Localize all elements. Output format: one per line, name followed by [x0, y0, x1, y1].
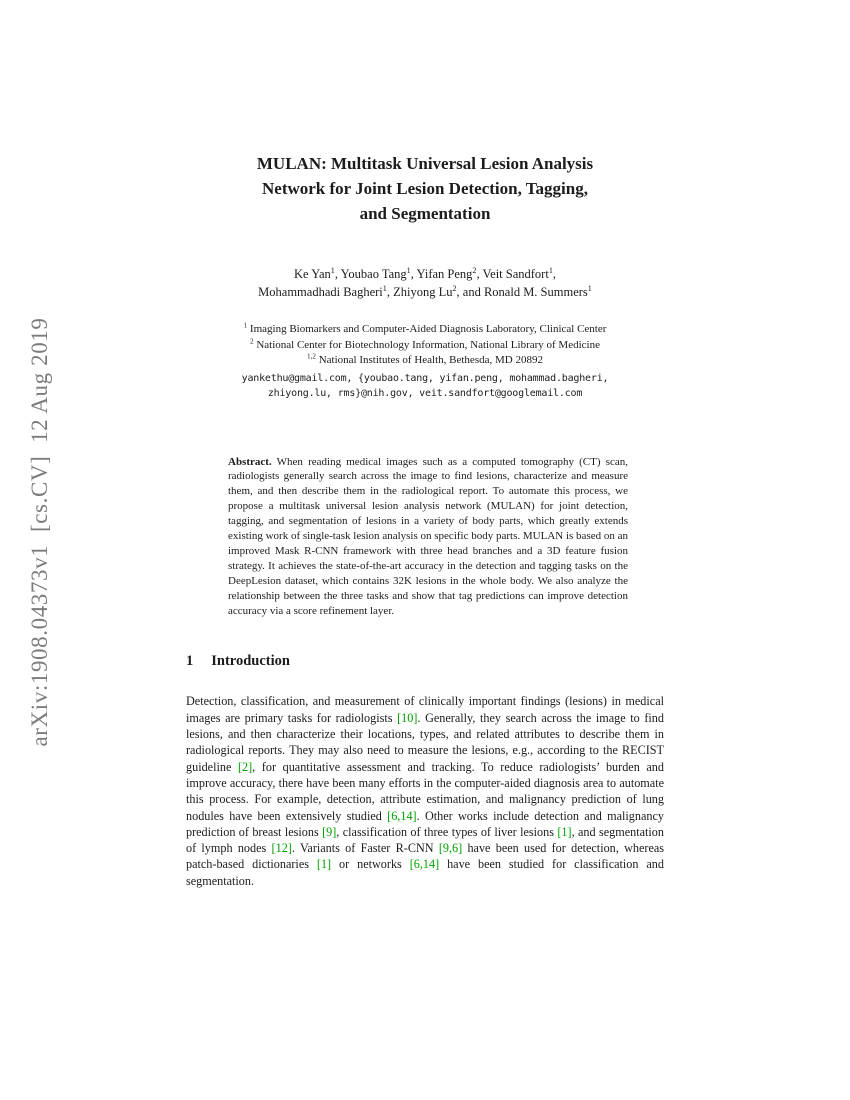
- abstract-label: Abstract.: [228, 455, 272, 468]
- citation-link[interactable]: [1]: [316, 857, 332, 872]
- section-title: Introduction: [211, 653, 290, 670]
- abstract-block: [228, 455, 628, 619]
- citation-link[interactable]: [6,14]: [387, 808, 417, 823]
- citation-link[interactable]: [2]: [237, 759, 253, 774]
- affiliation-list: $^1$ Imaging Biomarkers and Computer-Aided Diagnosis Laboratory, Clinical Center $^2$ National Center for Biotechnology Information, National Library of Medicine $^{1,2}$ National Institutes of Health, Bethesda, MD 20892: [243, 321, 607, 366]
- section-number: 1: [186, 653, 194, 670]
- citation-link[interactable]: [12]: [271, 841, 292, 856]
- author-list: Ke Yan$^1$, Youbao Tang$^1$, Yifan Peng$^2$, Veit Sandfort$^1$, Mohammadhadi Bagheri$^1$, Zhiyong Lu$^2$, and Ronald M. Summers$^1$: [258, 265, 592, 299]
- citation-link[interactable]: [6,14]: [409, 857, 440, 872]
- abstract-text: When reading medical images such as a computed tomography (CT) scan, radiologists generally search across the image to find lesions, characterize and measure them, and then describe them in the radiological report. To automate this process, we propose a multitask universal lesion analysis network (MULAN) for joint detection, tagging, and segmentation of lesions in a variety of body parts, which greatly extends existing work of single-task lesion analysis on specific body parts. MULAN is based on an improved Mask R-CNN framework with three head branches and a 3D feature fusion strategy. It achieves the state-of-the-art accuracy in the detection and tagging tasks on the DeepLesion dataset, which contains 32K lesions in the whole body. We also analyze the relationship between the three tasks and show that tag predictions can improve detection accuracy via a score refinement layer.: [228, 455, 628, 617]
- paper-content-column: [186, 0, 664, 889]
- paper-title: [186, 151, 664, 226]
- section-heading-introduction: [186, 653, 664, 670]
- email-block: [186, 371, 664, 401]
- citation-link[interactable]: [10]: [397, 710, 418, 725]
- citation-link[interactable]: [9,6]: [438, 841, 463, 856]
- citation-link[interactable]: [9]: [322, 824, 337, 839]
- paper-title-line-3: and Segmentation: [359, 204, 491, 223]
- arxiv-watermark: arXiv:1908.04373v1 [cs.CV] 12 Aug 2019: [27, 317, 52, 747]
- paper-title-line-1: MULAN: Multitask Universal Lesion Analysis: [256, 154, 594, 173]
- paper-title-line-2: Network for Joint Lesion Detection, Tagging,: [262, 179, 588, 198]
- introduction-paragraph: Detection, classification, and measurement of clinically important findings (lesions) in medical images are primary tasks for radiologists [10]. Generally, they search across the image to find lesions, and then characterize their locations, types, and related attributes to describe them in radiological reports. They may also need to measure the lesions, e.g., according to the RECIST guideline [2], for quantitative assessment and tracking. To reduce radiologists’ burden and improve accuracy, there have been many efforts in the computer-aided diagnosis area to automate this process. For example, detection, attribute estimation, and malignancy prediction of lung nodules have been extensively studied [6,14]. Other works include detection and malignancy prediction of breast lesions [9], classification of three types of liver lesions [1], and segmentation of lymph nodes [12]. Variants of Faster R-CNN [9,6] have been used for detection, whereas patch-based dictionaries [1] or networks [6,14] have been studied for classification and segmentation.: [186, 694, 665, 888]
- email-line-1: yankethu@gmail.com, {youbao.tang, yifan.peng, mohammad.bagheri,: [241, 372, 609, 384]
- email-line-2: zhiyong.lu, rms}@nih.gov, veit.sandfort@googlemail.com: [267, 387, 583, 399]
- citation-link[interactable]: [1]: [557, 824, 572, 839]
